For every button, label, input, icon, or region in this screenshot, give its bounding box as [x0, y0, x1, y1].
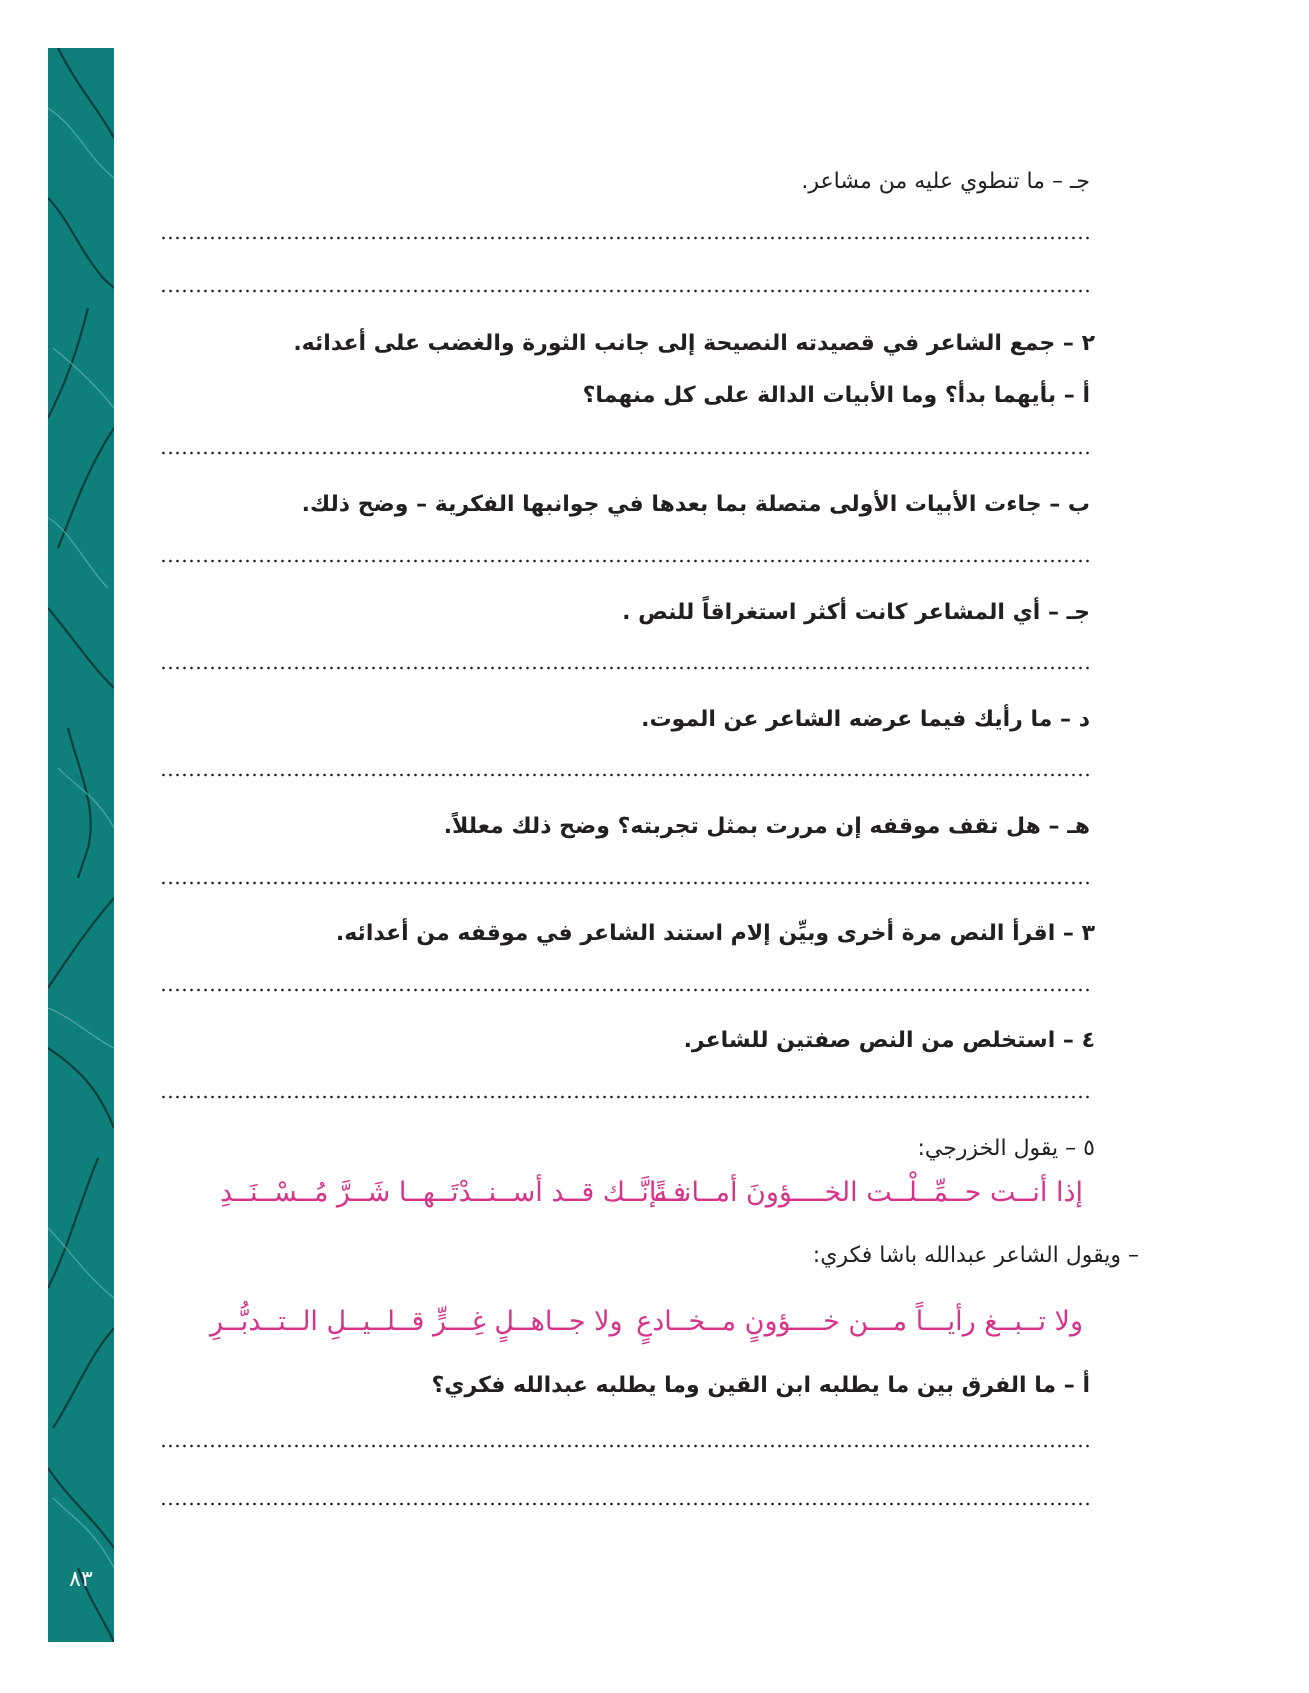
question-4: ٤ – استخلص من النص صفتين للشاعر. — [683, 1028, 1095, 1053]
answer-line — [160, 773, 1090, 777]
answer-line — [160, 1444, 1090, 1448]
question-5-intro-2: – ويقول الشاعر عبدالله باشا فكري: — [812, 1243, 1139, 1268]
question-2a: أ – بأيهما بدأ؟ وما الأبيات الدالة على كل منهما؟ — [582, 383, 1090, 408]
page-number: ٨٣ — [69, 1566, 93, 1592]
question-5: ٥ – يقول الخزرجي: — [917, 1136, 1095, 1161]
question-2c: جـ – أي المشاعر كانت أكثر استغراقاً للنص . — [622, 600, 1090, 625]
answer-line — [160, 1095, 1090, 1099]
question-3: ٣ – اقرأ النص مرة أخرى وبيِّن إلام استند الشاعر في موقفه من أعدائه. — [335, 921, 1095, 946]
question-2d: د – ما رأيك فيما عرضه الشاعر عن الموت. — [641, 707, 1090, 732]
question-2: ٢ – جمع الشاعر في قصيدته النصيحة إلى جانب الثورة والغضب على أعدائه. — [293, 331, 1095, 356]
answer-line — [160, 881, 1090, 885]
answer-line — [160, 559, 1090, 563]
question-2b: ب – جاءت الأبيات الأولى متصلة بما بعدها في جوانبها الفكرية – وضح ذلك. — [301, 492, 1090, 517]
question-1c: جـ – ما تنطوي عليه من مشاعر. — [801, 169, 1090, 194]
answer-line — [160, 289, 1090, 293]
answer-line — [160, 1502, 1090, 1506]
answer-line — [160, 988, 1090, 992]
poem-2-first-hemistich: ولا تــبــغ رأيـــاً مـــن خــــؤونٍ مــخــادعٍ — [636, 1306, 1083, 1337]
decorative-side-band — [48, 48, 114, 1642]
poem-1-first-hemistich: إذا أنــت حــمِّــلْــت الخــــؤونَ أمــانــةً — [653, 1177, 1083, 1208]
marble-texture-icon — [48, 48, 114, 1642]
poem-2-second-hemistich: ولا جــاهــلٍ غِـــرٍّ قــلــيــلِ الــتــدبُّــرِ — [210, 1306, 623, 1337]
answer-line — [160, 451, 1090, 455]
question-5a: أ – ما الفرق بين ما يطلبه ابن القين وما يطلبه عبدالله فكري؟ — [431, 1373, 1090, 1398]
answer-line — [160, 236, 1090, 240]
answer-line — [160, 666, 1090, 670]
poem-1-second-hemistich: فــإنَّــك قــد أســنــدْتَــهــا شَــرَّ مُــسْــنَــدِ — [220, 1177, 686, 1208]
question-2e: هـ – هل تقف موقفه إن مررت بمثل تجربته؟ وضح ذلك معللاً. — [443, 814, 1090, 839]
